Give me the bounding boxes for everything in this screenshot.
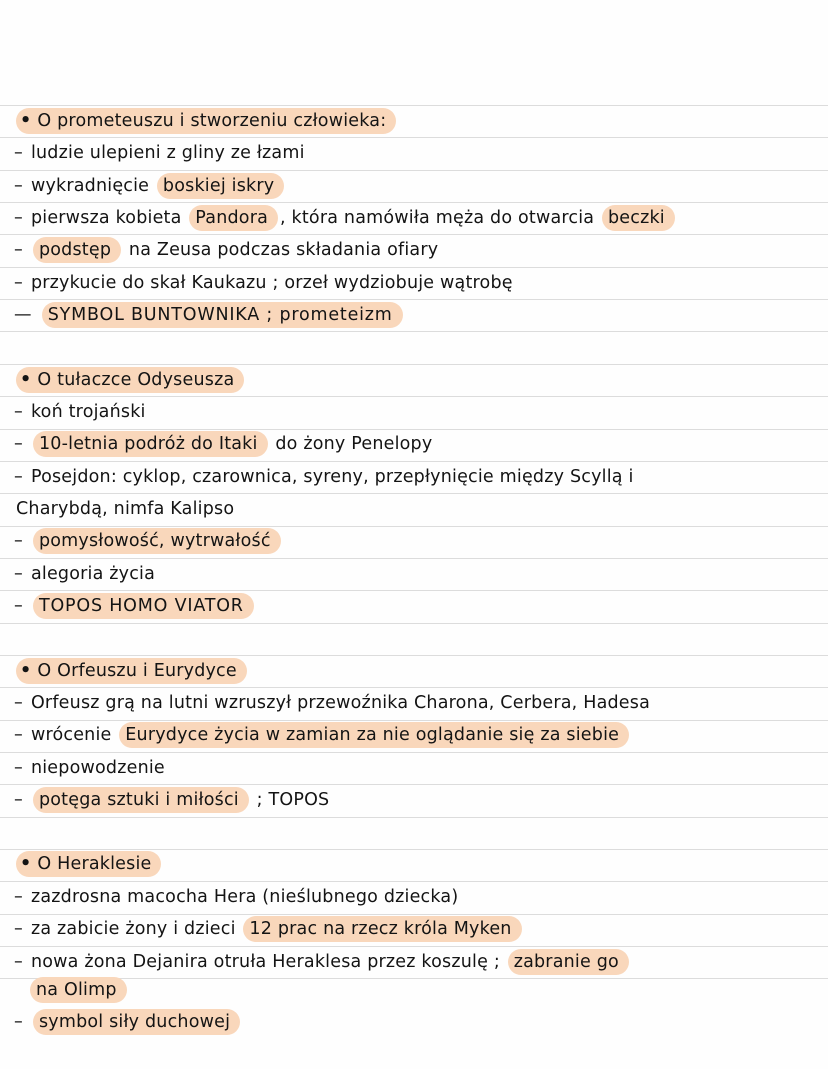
- bullet-icon: •: [20, 661, 32, 681]
- item-text: na Zeusa podczas składania ofiary: [128, 240, 439, 260]
- list-item: [0, 881, 828, 913]
- list-item: [0, 784, 828, 816]
- dash-icon: –: [14, 887, 23, 907]
- item-text: do żony Penelopy: [275, 434, 433, 454]
- highlighted-text: boskiej iskry: [157, 173, 284, 199]
- item-text: Orfeusz grą na lutni wzruszył przewoźnika Charona, Cerbera, Hadesa: [30, 693, 651, 713]
- highlighted-text: Eurydyce życia w zamian za nie oglądanie się za siebie: [119, 722, 629, 748]
- heading-text: O tułaczce Odyseusza: [37, 370, 235, 390]
- highlighted-text: beczki: [602, 205, 675, 231]
- list-item: [0, 558, 828, 590]
- rule-line: [0, 817, 828, 818]
- dash-icon: –: [14, 693, 23, 713]
- heading-highlight: [16, 658, 247, 684]
- heading-text: O prometeuszu i stworzeniu człowieka:: [37, 111, 387, 131]
- bullet-icon: •: [20, 370, 32, 390]
- heading-highlight: [16, 851, 161, 877]
- item-text: wrócenie: [30, 725, 112, 745]
- dash-icon: –: [14, 273, 23, 293]
- highlighted-text: symbol siły duchowej: [33, 1009, 240, 1035]
- item-text: , która namówiła męża do otwarcia: [280, 208, 595, 228]
- heading-highlight: [16, 367, 244, 393]
- item-text: Charybdą, nimfa Kalipso: [16, 499, 235, 519]
- item-text: niepowodzenie: [30, 758, 165, 778]
- highlighted-text: 10-letnia podróż do Itaki: [33, 431, 268, 457]
- list-item: [0, 525, 828, 557]
- highlighted-text: potęga sztuki i miłości: [33, 787, 249, 813]
- list-item: [0, 234, 828, 266]
- list-item: [0, 267, 828, 299]
- item-text: nowa żona Dejanira otruła Heraklesa przez koszulę ;: [30, 952, 500, 972]
- dash-icon: –: [14, 176, 23, 196]
- section-heading-herakles: [0, 848, 828, 880]
- list-item-continuation: [0, 493, 828, 525]
- item-text: przykucie do skał Kaukazu ; orzeł wydziobuje wątrobę: [30, 273, 513, 293]
- list-item: [0, 590, 828, 622]
- list-item: [0, 396, 828, 428]
- dash-icon: –: [14, 564, 23, 584]
- dash-icon: —: [14, 305, 32, 325]
- item-text: ; TOPOS: [256, 790, 330, 810]
- item-text: Posejdon: cyklop, czarownica, syreny, przepłynięcie między Scyllą i: [30, 467, 634, 487]
- list-item: [0, 687, 828, 719]
- item-text: za zabicie żony i dzieci: [30, 919, 236, 939]
- item-text: wykradnięcie: [30, 176, 150, 196]
- highlighted-text: 12 prac na rzecz króla Myken: [243, 916, 521, 942]
- section-heading-odyseusz: [0, 364, 828, 396]
- item-text: koń trojański: [30, 402, 146, 422]
- bullet-icon: •: [20, 854, 32, 874]
- list-item: [0, 299, 828, 331]
- highlighted-text: pomysłowość, wytrwałość: [33, 528, 281, 554]
- item-text: ludzie ulepieni z gliny ze łzami: [30, 143, 305, 163]
- dash-icon: –: [14, 208, 23, 228]
- list-item: [0, 719, 828, 751]
- item-text: pierwsza kobieta: [30, 208, 182, 228]
- highlighted-text: Pandora: [189, 205, 278, 231]
- list-item-continuation: [0, 974, 828, 1006]
- heading-highlight: [16, 108, 396, 134]
- dash-icon: –: [14, 531, 23, 551]
- dash-icon: –: [14, 790, 23, 810]
- list-item: [0, 461, 828, 493]
- dash-icon: –: [14, 952, 23, 972]
- dash-icon: –: [14, 596, 23, 616]
- highlighted-text: podstęp: [33, 237, 121, 263]
- bullet-icon: •: [20, 111, 32, 131]
- heading-text: O Heraklesie: [37, 854, 152, 874]
- rule-line: [0, 331, 828, 332]
- dash-icon: –: [14, 919, 23, 939]
- item-text: alegoria życia: [30, 564, 156, 584]
- list-item: [0, 1006, 828, 1038]
- section-heading-orfeusz: [0, 655, 828, 687]
- highlighted-text: TOPOS HOMO VIATOR: [33, 593, 254, 619]
- heading-text: O Orfeuszu i Eurydyce: [37, 661, 237, 681]
- item-text: zazdrosna macocha Hera (nieślubnego dziecka): [30, 887, 459, 907]
- dash-icon: –: [14, 1012, 23, 1032]
- section-heading-prometeusz: [0, 105, 828, 137]
- rule-line: [0, 623, 828, 624]
- highlighted-text: na Olimp: [30, 977, 127, 1003]
- list-item: [0, 752, 828, 784]
- dash-icon: –: [14, 143, 23, 163]
- dash-icon: –: [14, 434, 23, 454]
- dash-icon: –: [14, 240, 23, 260]
- dash-icon: –: [14, 467, 23, 487]
- list-item: [0, 913, 828, 945]
- highlighted-text: SYMBOL BUNTOWNIKA ; prometeizm: [42, 302, 403, 328]
- list-item: [0, 428, 828, 460]
- list-item: [0, 137, 828, 169]
- highlighted-text: zabranie go: [508, 949, 629, 975]
- list-item: [0, 170, 828, 202]
- dash-icon: –: [14, 402, 23, 422]
- dash-icon: –: [14, 758, 23, 778]
- dash-icon: –: [14, 725, 23, 745]
- list-item: [0, 202, 828, 234]
